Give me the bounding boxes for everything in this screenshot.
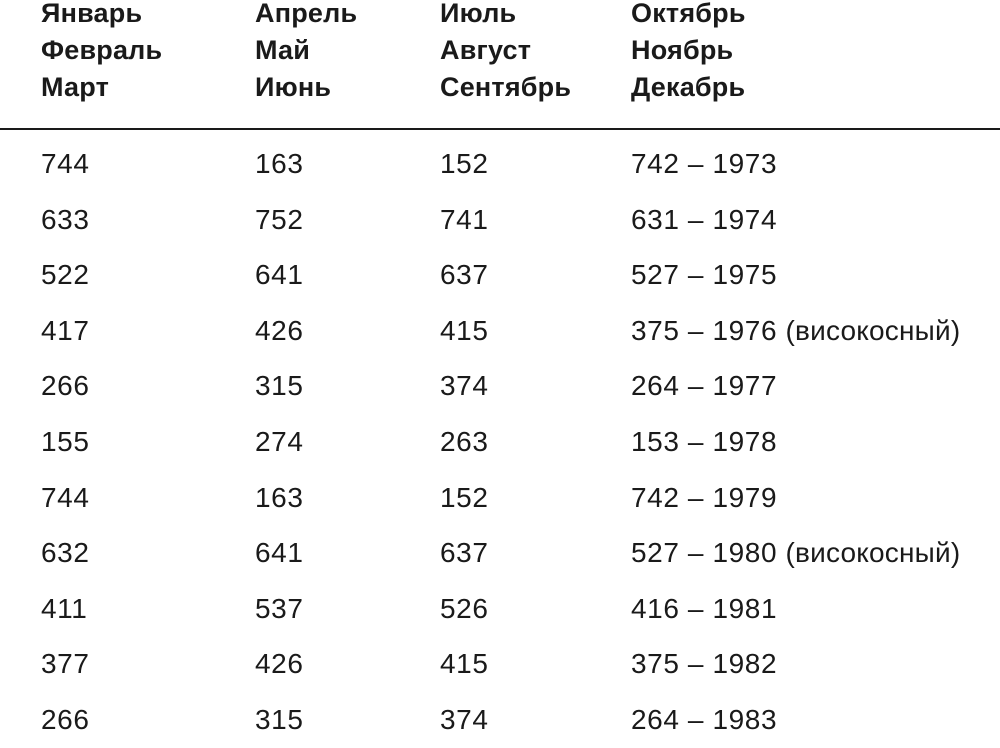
cell-q3: 526 <box>440 592 489 624</box>
cell-q3: 415 <box>440 314 489 346</box>
leap-year-note: (високосный) <box>785 537 961 569</box>
cell-q2: 163 <box>255 148 304 179</box>
cell-q4-year <box>631 247 777 303</box>
header-month: Ноябрь <box>631 35 734 65</box>
table-row <box>0 470 1000 526</box>
cell-q2: 752 <box>255 203 304 235</box>
cell-q4-value: 153 – 1978 <box>631 425 778 457</box>
cell-q4-year <box>631 470 777 526</box>
cell-q1: 266 <box>41 703 90 735</box>
cell-q1: 744 <box>41 148 90 179</box>
cell-q3: 637 <box>440 537 489 569</box>
cell-q4-value: 527 – 1975 <box>631 259 778 291</box>
table-row <box>0 192 1000 248</box>
header-month: Март <box>41 72 109 102</box>
cell-q1: 377 <box>41 648 90 680</box>
table-row <box>0 692 1000 748</box>
cell-q4-year <box>631 692 777 748</box>
table-row <box>0 636 1000 692</box>
cell-q2: 426 <box>255 648 304 680</box>
table-row <box>0 358 1000 414</box>
header-month: Июль <box>440 0 517 28</box>
cell-q4-value: 742 – 1973 <box>631 148 778 179</box>
header-col-jul-aug-sep <box>440 0 571 106</box>
cell-q4-year <box>631 303 960 359</box>
cell-q2: 315 <box>255 370 304 402</box>
header-month: Май <box>255 35 311 65</box>
cell-q3: 263 <box>440 425 489 457</box>
cell-q4-year <box>631 636 777 692</box>
cell-q4-value: 264 – 1983 <box>631 703 778 735</box>
cell-q1: 155 <box>41 425 90 457</box>
cell-q2: 641 <box>255 537 304 569</box>
header-month: Сентябрь <box>440 72 572 102</box>
cell-q1: 266 <box>41 370 90 402</box>
table-row <box>0 303 1000 359</box>
cell-q3: 415 <box>440 648 489 680</box>
header-month: Август <box>440 35 532 65</box>
cell-q4-value: 742 – 1979 <box>631 481 778 513</box>
header-month: Апрель <box>255 0 358 28</box>
cell-q4-year <box>631 358 777 414</box>
cell-q1: 632 <box>41 537 90 569</box>
cell-q3: 374 <box>440 703 489 735</box>
table-row <box>0 414 1000 470</box>
cell-q3: 374 <box>440 370 489 402</box>
header-month: Декабрь <box>631 72 746 102</box>
cell-q2: 274 <box>255 425 304 457</box>
cell-q4-value: 527 – 1980 <box>631 537 778 569</box>
cell-q2: 315 <box>255 703 304 735</box>
leap-year-note: (високосный) <box>785 314 961 346</box>
table-row <box>0 525 1000 581</box>
header-col-oct-nov-dec <box>631 0 746 106</box>
cell-q4-value: 264 – 1977 <box>631 370 778 402</box>
cell-q3: 152 <box>440 148 489 179</box>
cell-q3: 152 <box>440 481 489 513</box>
cell-q4-value: 631 – 1974 <box>631 203 778 235</box>
cell-q1: 411 <box>41 592 88 624</box>
cell-q4-year <box>631 414 777 470</box>
cell-q2: 163 <box>255 481 304 513</box>
table-header <box>0 0 1000 128</box>
cell-q4-value: 375 – 1982 <box>631 648 778 680</box>
header-month: Январь <box>41 0 143 28</box>
header-col-jan-feb-mar <box>41 0 162 106</box>
cell-q4-year <box>631 525 960 581</box>
cell-q1: 522 <box>41 259 90 291</box>
cell-q4-value: 375 – 1976 <box>631 314 778 346</box>
table-body <box>0 136 1000 748</box>
header-divider <box>0 128 1000 130</box>
cell-q3: 741 <box>440 203 489 235</box>
cell-q3: 637 <box>440 259 489 291</box>
cell-q1: 744 <box>41 481 90 513</box>
cell-q4-year <box>631 192 777 248</box>
cell-q2: 426 <box>255 314 304 346</box>
cell-q2: 641 <box>255 259 304 291</box>
cell-q4-value: 416 – 1981 <box>631 592 778 624</box>
cell-q2: 537 <box>255 592 304 624</box>
cell-q1: 417 <box>41 314 90 346</box>
cell-q4-year <box>631 136 777 192</box>
cell-q1: 633 <box>41 203 90 235</box>
table-row <box>0 136 1000 192</box>
table-row <box>0 581 1000 637</box>
header-col-apr-may-jun <box>255 0 357 106</box>
cell-q4-year <box>631 581 777 637</box>
header-month: Февраль <box>41 35 163 65</box>
header-month: Октябрь <box>631 0 746 28</box>
header-month: Июнь <box>255 72 332 102</box>
table-row <box>0 247 1000 303</box>
